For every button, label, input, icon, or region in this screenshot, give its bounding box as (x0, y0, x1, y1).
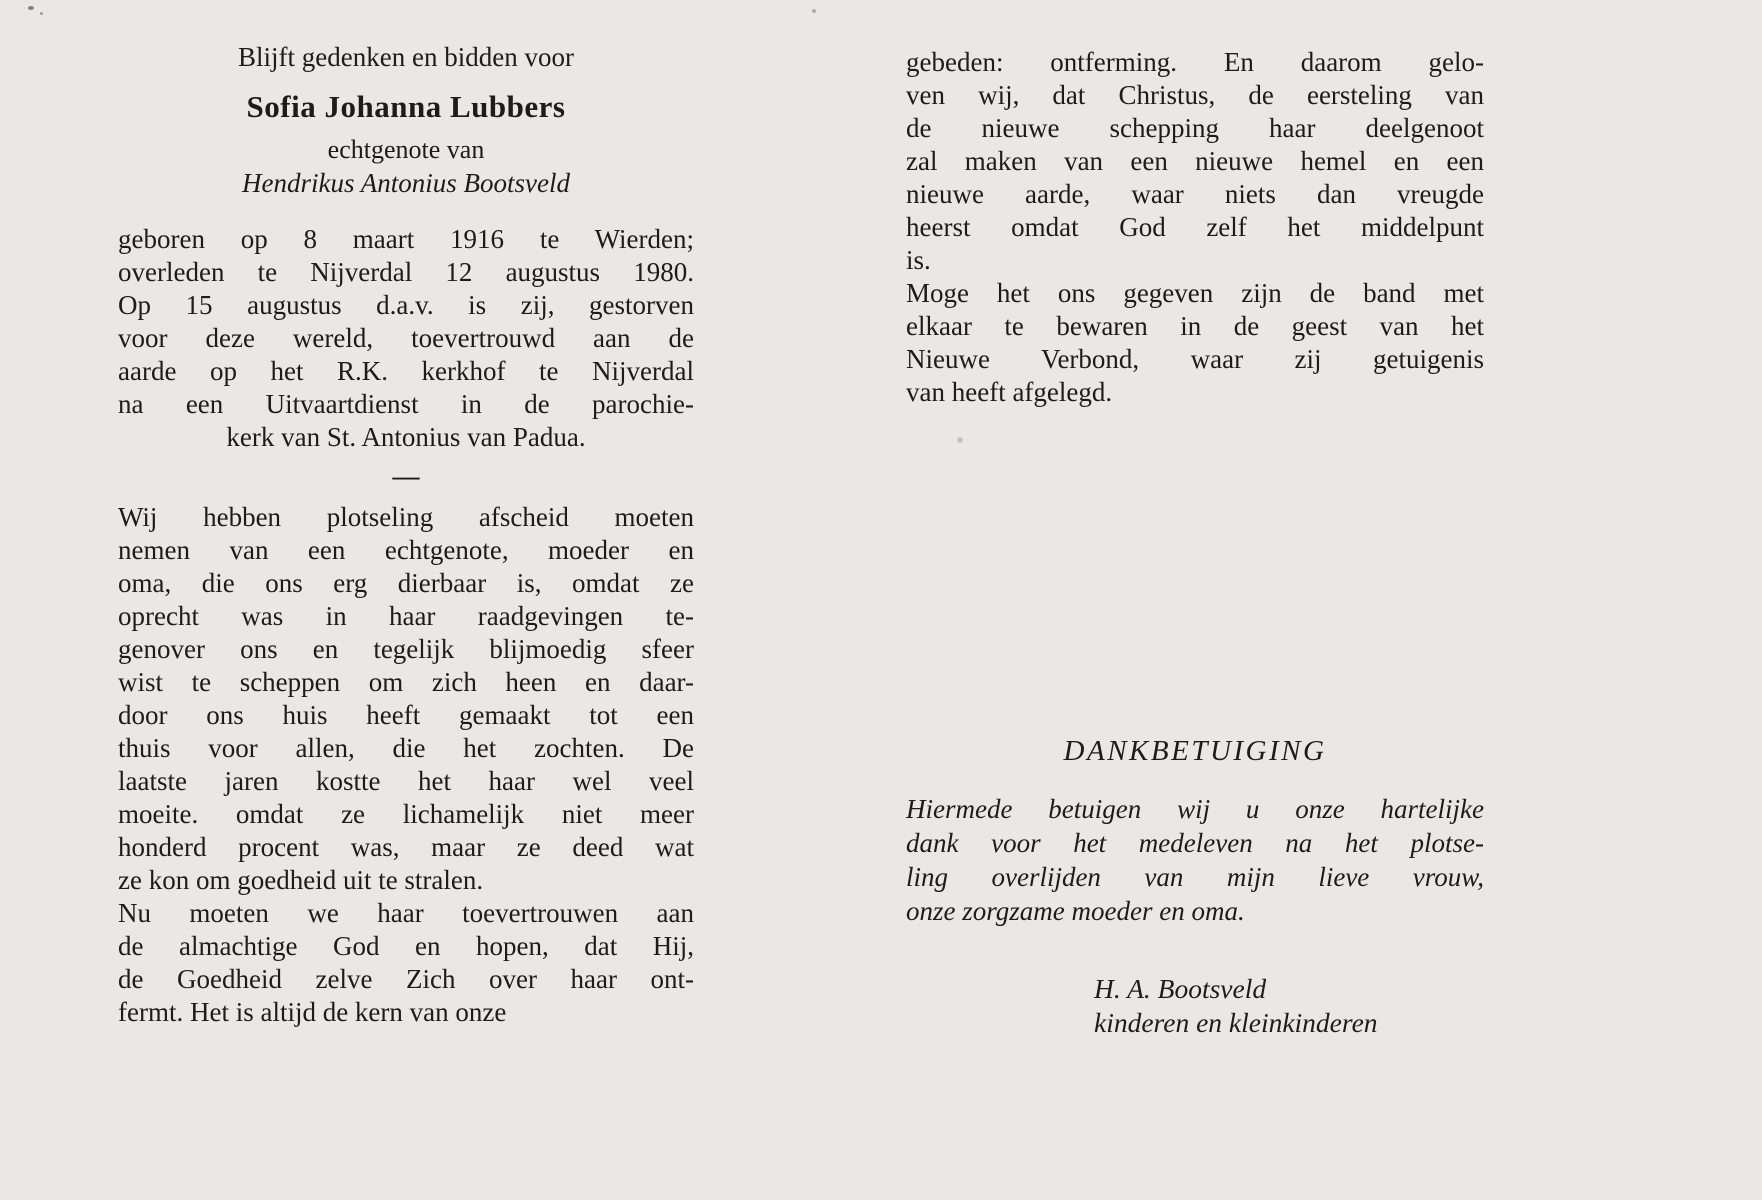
text-line: gebeden: ontferming. En daarom gelo- (906, 47, 1484, 77)
spouse-name: Hendrikus Antonius Bootsveld (242, 168, 570, 198)
deceased-name: Sofia Johanna Lubbers (246, 89, 566, 124)
scan-speck (28, 6, 34, 10)
text-line: nieuwe aarde, waar niets dan vreugde (906, 179, 1484, 209)
life-dates-paragraph (118, 223, 694, 454)
text-line: Hiermede betuigen wij u onze hartelijke (906, 794, 1484, 824)
text-line: overleden te Nijverdal 12 augustus 1980. (118, 257, 694, 287)
text-line: aarde op het R.K. kerkhof te Nijverdal (118, 356, 694, 386)
text-line: thuis voor allen, die het zochten. De (118, 733, 694, 763)
text-line: de nieuwe schepping haar deelgenoot (906, 113, 1484, 143)
text-line: wist te scheppen om zich heen en daar- (118, 667, 694, 697)
text-line: genover ons en tegelijk blijmoedig sfeer (118, 634, 694, 664)
text-line: ze kon om goedheid uit te stralen. (118, 865, 484, 895)
left-column (118, 42, 694, 1029)
signature-block (1094, 972, 1484, 1040)
text-line: door ons huis heeft gemaakt tot een (118, 700, 694, 730)
text-line: kerk van St. Antonius van Padua. (226, 422, 586, 452)
acknowledgement-heading: DANKBETUIGING (1063, 735, 1327, 767)
text-line: moeite. omdat ze lichamelijk niet meer (118, 799, 694, 829)
intro-line: Blijft gedenken en bidden voor (238, 42, 574, 72)
text-line: nemen van een echtgenote, moeder en (118, 535, 694, 565)
text-line: Nieuwe Verbond, waar zij getuigenis (906, 344, 1484, 374)
scan-speck (40, 12, 43, 15)
text-line: elkaar te bewaren in de geest van het (906, 311, 1484, 341)
text-line: na een Uitvaartdienst in de parochie- (118, 389, 694, 419)
text-line: geboren op 8 maart 1916 te Wierden; (118, 224, 694, 254)
relation-line: echtgenote van (327, 135, 485, 164)
right-column (906, 46, 1484, 1040)
text-line: ven wij, dat Christus, de eersteling van (906, 80, 1484, 110)
text-line: heerst omdat God zelf het middelpunt (906, 212, 1484, 242)
text-line: Op 15 augustus d.a.v. is zij, gestorven (118, 290, 694, 320)
memorial-paragraph-1 (118, 501, 694, 897)
memorial-paragraph-2 (118, 897, 694, 1029)
text-line: honderd procent was, maar ze deed wat (118, 832, 694, 862)
text-line: ling overlijden van mijn lieve vrouw, (906, 862, 1484, 892)
text-line: laatste jaren kostte het haar wel veel (118, 766, 694, 796)
text-line: de almachtige God en hopen, dat Hij, (118, 931, 694, 961)
text-line: voor deze wereld, toevertrouwd aan de (118, 323, 694, 353)
text-line: Nu moeten we haar toevertrouwen aan (118, 898, 694, 928)
acknowledgement-paragraph (906, 792, 1484, 928)
text-line: zal maken van een nieuwe hemel en een (906, 146, 1484, 176)
text-line: is. (906, 245, 931, 275)
text-line: fermt. Het is altijd de kern van onze (118, 997, 507, 1027)
section-divider: — (392, 461, 420, 491)
text-line: oma, die ons erg dierbaar is, omdat ze (118, 568, 694, 598)
continuation-paragraph-2 (906, 277, 1484, 409)
text-line: Wij hebben plotseling afscheid moeten (118, 502, 694, 532)
continuation-paragraph-1 (906, 46, 1484, 277)
text-line: dank voor het medeleven na het plotse- (906, 828, 1484, 858)
text-line: oprecht was in haar raadgevingen te- (118, 601, 694, 631)
text-line: onze zorgzame moeder en oma. (906, 896, 1245, 926)
text-line: van heeft afgelegd. (906, 377, 1113, 407)
signature-name: H. A. Bootsveld (1094, 973, 1267, 1004)
text-line: Moge het ons gegeven zijn de band met (906, 278, 1484, 308)
signature-subtext: kinderen en kleinkinderen (1094, 1007, 1378, 1038)
text-line: de Goedheid zelve Zich over haar ont- (118, 964, 694, 994)
scan-speck (812, 9, 816, 13)
